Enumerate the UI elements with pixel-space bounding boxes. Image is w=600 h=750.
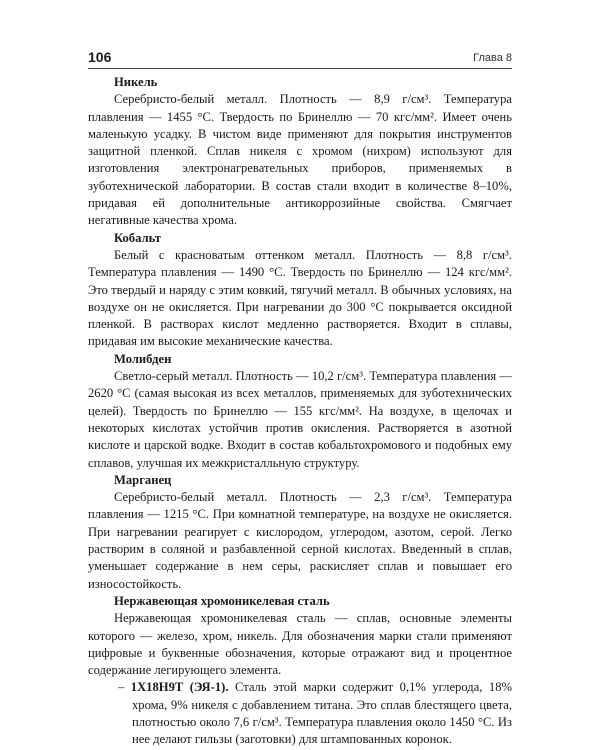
chapter-title: Глава 8 [473,52,512,64]
steel-grade-term: 1Х18Н9Т (ЭЯ-1). [130,680,229,695]
section-heading: Марганец [114,472,172,487]
section-heading: Никель [114,75,158,89]
steel-grade-item [118,679,512,748]
section-stainless-steel [88,593,512,679]
section-paragraph: Серебристо-белый металл. Плотность — 2,3 г/см³. Температура плавления — 1215 °С. При комнатной температуре, на воздухе не окисляется. При нагревании реагирует с кислородом, углеродом, азотом, серой. Легко растворим в соляной и разбавленной серной кислотах. Введенный в сплав, уменьшает содержание в нем серы, раскисляет сплав и повышает его износостойкость. [88,490,512,591]
page-number: 106 [88,49,112,65]
section-cobalt [88,230,512,351]
page-header [88,44,512,69]
list-dash: – [118,680,125,695]
steel-grade-description: Сталь этой марки содержит 0,1% углерода, 18% хрома, 9% никеля с добавлением титана. Это сплав блестящего цвета, плотностью около 7,6 г/см³. Температура плавления около 1450 °С. Из нее делают гильзы (заготовки) для штампованных коронок. [132,680,512,747]
section-paragraph: Светло-серый металл. Плотность — 10,2 г/см³. Температура плавления — 2620 °С (самая высокая из всех металлов, применяемых для зуботехнических целей). Твердость по Бринеллю — 155 кгс/мм². На воздухе, в щелочах и некоторых кислотах устойчив против окисления. Растворяется в азотной кислоте и царской водке. Входит в состав кобальтохромового и подобных ему сплавов, улучшая их межкристалльную структуру. [88,369,512,470]
section-paragraph: Нержавеющая хромоникелевая сталь — сплав, основные элементы которого — железо, хром, никель. Для обозначения марки стали применяют цифровые и буквенные обозначения, которые отражают вид и процентное содержание легирующего элемента. [88,611,512,678]
section-heading: Нержавеющая хромоникелевая сталь [114,593,330,608]
section-heading: Молибден [114,351,172,366]
section-paragraph: Серебристо-белый металл. Плотность — 8,9 г/см³. Температура плавления — 1455 °С. Твердость по Бринеллю — 70 кгс/мм². Имеет очень маленькую усадку. В чистом виде применяют для покрытия инструментов защитной пленкой. Сплав никеля с хромом (нихром) используют для изготовления электронагревательных приборов, применяемых в зуботехнической лаборатории. В состав стали входит в количестве 8–10%, придавая ей дополнительные антикоррозийные свойства. Смягчает негативные качества хрома. [88,92,512,228]
section-heading: Кобальт [114,230,161,245]
section-paragraph: Белый с красноватым оттенком металл. Плотность — 8,8 г/см³. Температура плавления — 1490 °С. Твердость по Бринеллю — 124 кгс/мм². Это твердый и наряду с этим ковкий, тягучий металл. В обычных условиях, на воздухе он не окисляется. При нагревании до 300 °С покрывается оксидной пленкой. В растворах кислот медленно растворяется. Входит в сплавы, придавая им высокие механические качества. [88,247,512,349]
section-nickel [88,74,512,230]
page-body [88,74,512,749]
section-manganese [88,472,512,593]
section-molybdenum [88,351,512,472]
